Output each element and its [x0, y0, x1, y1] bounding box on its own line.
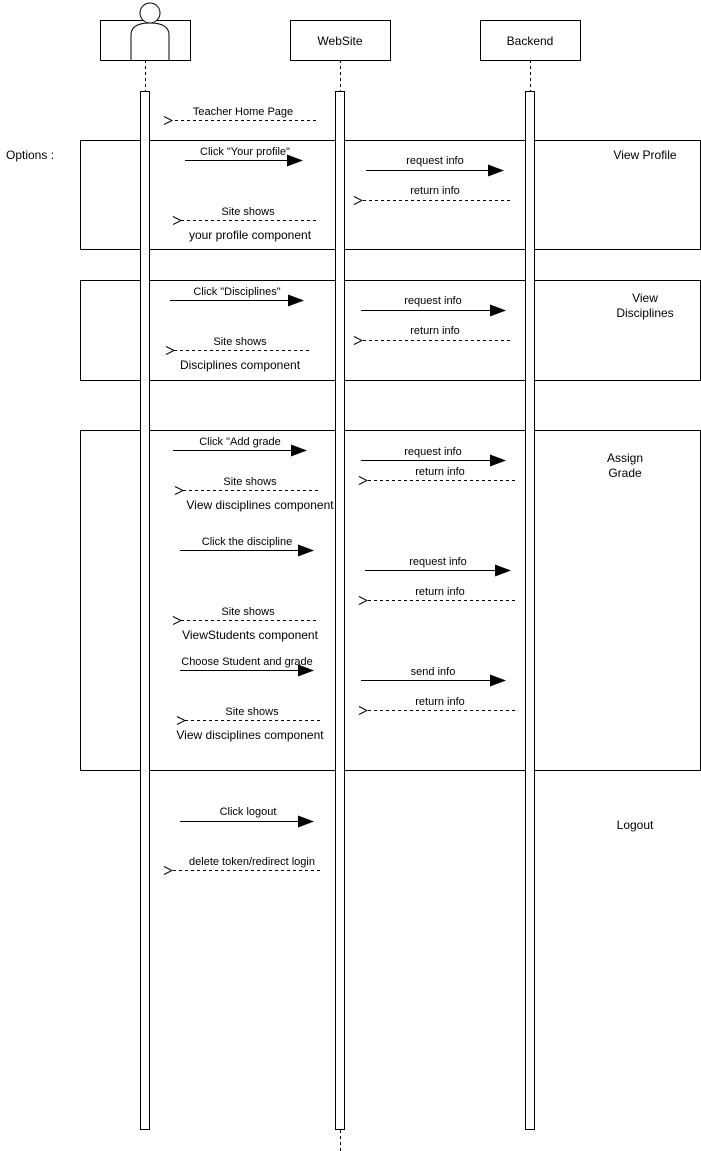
person-icon	[131, 3, 169, 60]
msg-return-info: return info	[410, 325, 460, 337]
msg-return-info: return info	[415, 696, 465, 708]
msg-request-info: request info	[404, 446, 462, 458]
msg-click-add-grade: Click "Add grade	[199, 436, 281, 448]
msg-click-your-profile: Click "Your profile"	[200, 146, 290, 158]
msg-return-info: return info	[410, 185, 460, 197]
msg-component: View disciplines component	[176, 728, 324, 742]
fragment-label-view-disciplines-1: View	[632, 291, 658, 305]
msg-component: Disciplines component	[179, 358, 301, 372]
msg-delete-token-redirect: delete token/redirect login	[189, 856, 315, 868]
msg-component: ViewStudents component	[182, 628, 318, 642]
msg-site-shows: Site shows	[225, 706, 279, 718]
fragment-assign-grade	[81, 431, 701, 771]
activation-backend	[526, 92, 535, 1130]
label-logout: Logout	[616, 818, 654, 832]
fragment-label-view-profile: View Profile	[613, 148, 677, 162]
msg-return-info: return info	[415, 586, 465, 598]
msg-return-info: return info	[415, 466, 465, 478]
fragment-view-disciplines	[81, 281, 701, 381]
fragment-label-view-disciplines-2: Disciplines	[616, 306, 674, 320]
msg-site-shows: Site shows	[221, 206, 275, 218]
msg-site-shows: Site shows	[223, 476, 277, 488]
options-label: Options :	[6, 148, 55, 162]
msg-request-info: request info	[406, 155, 464, 167]
activation-actor	[141, 92, 150, 1130]
msg-click-disciplines: Click "Disciplines"	[193, 286, 281, 298]
msg-request-info: request info	[409, 556, 467, 568]
participant-website-label: WebSite	[317, 34, 363, 48]
fragment-label-assign-grade-2: Grade	[608, 466, 642, 480]
msg-request-info: request info	[404, 295, 462, 307]
msg-site-shows: Site shows	[221, 606, 275, 618]
participant-backend-label: Backend	[506, 34, 554, 48]
activation-website	[336, 92, 345, 1130]
msg-click-logout: Click logout	[219, 806, 277, 818]
msg-teacher-home-page: Teacher Home Page	[192, 106, 294, 118]
fragment-view-profile	[81, 141, 701, 250]
msg-choose-student-and-grade: Choose Student and grade	[181, 656, 313, 668]
msg-site-shows: Site shows	[213, 336, 267, 348]
msg-component: your profile component	[188, 228, 312, 242]
msg-click-the-discipline: Click the discipline	[201, 536, 293, 548]
msg-send-info: send info	[410, 666, 456, 678]
msg-component: View disciplines component	[186, 498, 334, 512]
fragment-label-assign-grade-1: Assign	[606, 451, 644, 465]
